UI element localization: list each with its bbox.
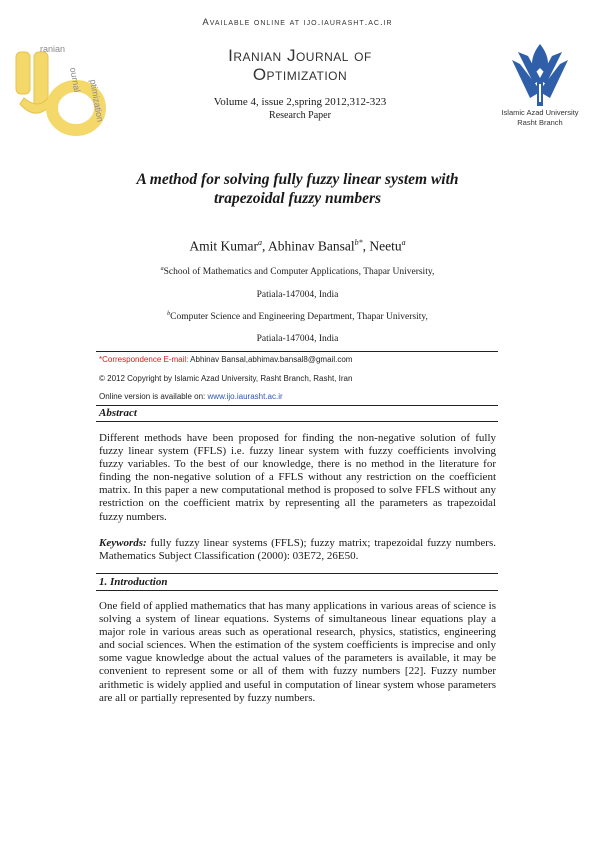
journal-name — [150, 46, 450, 84]
divider — [96, 405, 498, 406]
author-name: Abhinav Bansal — [268, 238, 355, 254]
online-version-line — [99, 392, 283, 401]
journal-name-line2: Optimization — [252, 65, 348, 84]
title-line1: A method for solving fully fuzzy linear system with — [136, 171, 459, 188]
volume-info: Volume 4, issue 2,spring 2012,312-323 — [213, 96, 387, 108]
author-name: Amit Kumar — [189, 238, 258, 254]
divider — [96, 351, 498, 352]
affiliation-text: School of Mathematics and Computer Applications, Thapar University, — [163, 267, 435, 278]
divider — [96, 573, 498, 574]
abstract-heading: Abstract — [99, 407, 137, 419]
affiliation-mark: a — [160, 266, 164, 272]
journal-name-line1: Iranian Journal of — [228, 46, 372, 65]
keywords-text: fully fuzzy linear systems (FFLS); fuzzy matrix; trapezoidal fuzzy numbers. Mathematics Subject Classification (2000): 03E72, 26E50. — [99, 537, 496, 563]
logo-text-ptimization: ptimization — [88, 78, 106, 123]
paper-title — [60, 170, 535, 208]
iau-caption-line2: Rasht Branch — [517, 118, 563, 127]
author-name: Neetu — [369, 238, 402, 254]
author-affiliation-mark: a — [258, 238, 262, 247]
divider — [96, 590, 498, 591]
affiliation-text: Computer Science and Engineering Department, Thapar University, — [170, 312, 428, 323]
divider — [96, 421, 498, 422]
correspondence-email[interactable]: Abhinav Bansal,abhimav.bansal8@gmail.com — [188, 355, 353, 364]
author-separator: , — [262, 238, 269, 254]
correspondence-label: *Correspondence E-mail: — [99, 355, 189, 364]
affiliation-a-line1 — [0, 266, 595, 277]
online-label: Online version is available on: — [99, 392, 208, 401]
author-affiliation-mark: b* — [354, 238, 363, 247]
abstract-text: Different methods have been proposed for finding the non-negative solution of fully fuzzy linear system (FFLS) i.e. fuzzy linear system with fuzzy coefficients involving fuzzy variables. To the best of our knowledge, there is no method in the literature for finding the non-negative solution of a FFLS without any restriction on the coefficient matrix. In this paper a new computational method is proposed to solve FFLS without any restriction on the coefficient matrix by representing all the parameters as trapezoidal fuzzy numbers. — [99, 432, 496, 523]
keywords-paragraph — [99, 537, 496, 563]
iau-caption-line1: Islamic Azad University — [501, 108, 579, 117]
iau-caption — [485, 108, 595, 128]
logo-text-ranian: ranian — [40, 44, 66, 54]
correspondence-line — [99, 355, 352, 364]
copyright-line: © 2012 Copyright by Islamic Azad University, Rasht Branch, Rasht, Iran — [99, 374, 353, 383]
affiliation-b-line1 — [0, 311, 595, 322]
ijo-journal-logo — [10, 38, 115, 138]
title-line2: trapezoidal fuzzy numbers — [213, 190, 382, 207]
intro-heading: 1. Introduction — [99, 576, 168, 588]
journal-website-link[interactable]: www.ijo.iaurasht.ac.ir — [207, 392, 283, 401]
author-list — [0, 238, 595, 255]
author-affiliation-mark: a — [401, 238, 406, 247]
intro-text: One field of applied mathematics that has many applications in various areas of science is solving a system of linear equations. Systems of simultaneous linear equations play a major role in various areas such as operational research, physics, statistics, engineering and social sciences. When the estimation of the system coefficients is imprecise and only some vague knowledge about the actual values of the parameters is available, it may be convenient to represent some or all of them with fuzzy numbers [22]. Fuzzy number arithmetic is widely applied and useful in computation of linear system whose parameters are all or partially represented by fuzzy numbers. — [99, 600, 496, 704]
paper-type: Research Paper — [269, 110, 331, 121]
keywords-label: Keywords: — [99, 537, 147, 549]
affiliation-a-line2: Patiala-147004, India — [256, 290, 339, 300]
logo-text-ournal: ournal — [68, 66, 83, 93]
affiliation-mark: b — [167, 311, 171, 317]
affiliation-b-line2: Patiala-147004, India — [256, 334, 339, 344]
author-separator: , — [362, 238, 370, 254]
available-online-banner: Available online at ijo.iaurasht.ac.ir — [202, 17, 393, 28]
